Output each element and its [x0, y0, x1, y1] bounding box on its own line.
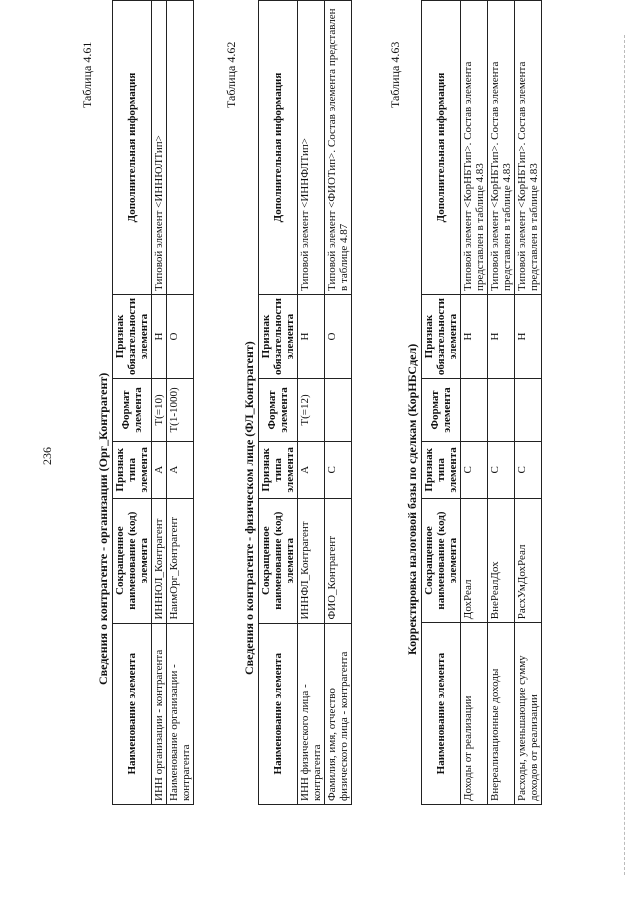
header-cell: Признак обязательности элемента — [113, 294, 152, 378]
cell — [167, 1, 194, 295]
cell: Типовой элемент <КорНБТип>. Состав элемента представлен в таблице 4.83 — [461, 1, 488, 295]
table-label-4-63: Таблица 4.63 — [388, 41, 402, 108]
cell: Н — [152, 294, 167, 378]
table-caption-4-61: Сведения о контрагенте - организации (Орг_Контрагент) — [96, 372, 110, 685]
table-header-row — [259, 1, 298, 805]
cell: С — [488, 441, 515, 498]
page-number: 236 — [40, 447, 54, 465]
header-cell: Формат элемента — [259, 379, 298, 442]
cell: T(1-1000) — [167, 379, 194, 442]
header-cell: Наименование элемента — [113, 623, 152, 804]
header-cell: Дополнительная информация — [113, 1, 152, 295]
table-header-row — [113, 1, 152, 805]
cell: Наименование организации - контрагента — [167, 623, 194, 804]
cell: Н — [488, 295, 515, 379]
cell: Типовой элемент <ФИОТип>. Состав элемента представлен в таблице 4.87 — [325, 1, 352, 295]
header-cell: Признак типа элемента — [259, 441, 298, 498]
header-cell: Сокращенное наименование (код) элемента — [422, 498, 461, 622]
cell: С — [461, 441, 488, 498]
cell: Типовой элемент <КорНБТип>. Состав элемента представлен в таблице 4.83 — [515, 1, 542, 295]
cell: А — [298, 441, 325, 498]
cell: ДохРеал — [461, 498, 488, 622]
header-cell: Признак обязательности элемента — [259, 295, 298, 379]
cell: НаимОрг_Контрагент — [167, 498, 194, 623]
cell — [325, 379, 352, 442]
cell: С — [325, 441, 352, 498]
cell: ФИО_Контрагент — [325, 498, 352, 623]
table-label-4-62: Таблица 4.62 — [224, 41, 238, 108]
cell — [461, 379, 488, 442]
cell: Типовой элемент <КорНБТип>. Состав элемента представлен в таблице 4.83 — [488, 1, 515, 295]
table-row — [298, 1, 325, 805]
table-label-4-61: Таблица 4.61 — [80, 41, 94, 108]
table-caption-4-63: Корректировка налоговой базы по сделкам (КорНБСдел) — [405, 343, 419, 655]
cell: Н — [461, 295, 488, 379]
header-cell: Наименование элемента — [259, 623, 298, 804]
cell: ИНН физического лица - контрагента — [298, 623, 325, 804]
cell: РасхУмДохРеал — [515, 498, 542, 622]
table-4-62 — [258, 0, 352, 805]
cell: T(=12) — [298, 379, 325, 442]
table-caption-4-62: Сведения о контрагенте - физическом лице (ФЛ_Контрагент) — [242, 341, 256, 675]
cell: ИННФЛ_Контрагент — [298, 498, 325, 623]
cell: Внереализационные доходы — [488, 623, 515, 805]
cell: ИННЮЛ_Контрагент — [152, 498, 167, 623]
cell — [488, 379, 515, 442]
cell: Типовой элемент <ИННЮЛТип> — [152, 1, 167, 295]
table-header-row — [422, 1, 461, 805]
cell: ИНН организации - контрагента — [152, 623, 167, 804]
header-cell: Наименование элемента — [422, 623, 461, 805]
header-cell: Формат элемента — [113, 379, 152, 442]
table-row — [152, 1, 167, 805]
header-cell: Дополнительная информация — [259, 1, 298, 295]
header-cell: Сокращенное наименование (код) элемента — [259, 498, 298, 623]
cell: О — [167, 294, 194, 378]
cell: T(=10) — [152, 379, 167, 442]
table-row — [515, 1, 542, 805]
cell: Доходы от реализации — [461, 623, 488, 805]
table-row — [488, 1, 515, 805]
header-cell: Признак обязательности элемента — [422, 295, 461, 379]
header-cell: Признак типа элемента — [422, 441, 461, 498]
table-4-61 — [112, 0, 194, 805]
cell: А — [152, 441, 167, 498]
header-cell: Формат элемента — [422, 379, 461, 442]
cell: С — [515, 441, 542, 498]
cell — [515, 379, 542, 442]
table-row — [167, 1, 194, 805]
cell: ВнеРеалДох — [488, 498, 515, 622]
cell: Типовой элемент <ИННФЛТип> — [298, 1, 325, 295]
cell: О — [325, 295, 352, 379]
cell: Фамилия, имя, отчество физического лица - контрагента — [325, 623, 352, 804]
table-4-63 — [421, 0, 542, 805]
table-row — [325, 1, 352, 805]
scan-dashed-line — [624, 35, 625, 875]
cell: Н — [298, 295, 325, 379]
header-cell: Дополнительная информация — [422, 1, 461, 295]
table-row — [461, 1, 488, 805]
header-cell: Сокращенное наименование (код) элемента — [113, 498, 152, 623]
header-cell: Признак типа элемента — [113, 441, 152, 498]
cell: Н — [515, 295, 542, 379]
cell: Расходы, уменьшающие сумму доходов от реализации — [515, 623, 542, 805]
cell: А — [167, 441, 194, 498]
